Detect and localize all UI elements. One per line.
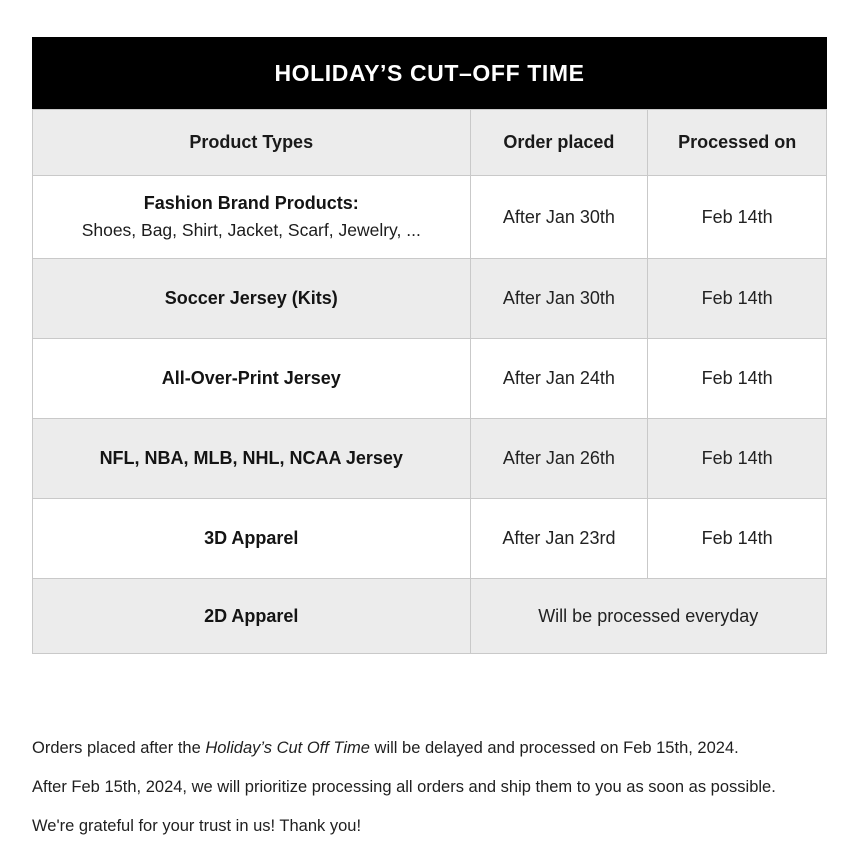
table-row: [33, 176, 827, 259]
processed-on-cell: Feb 14th: [648, 259, 827, 339]
table-row: [33, 419, 827, 499]
order-placed-cell: After Jan 30th: [470, 259, 648, 339]
column-header-order-placed: Order placed: [470, 110, 648, 176]
product-cell: 2D Apparel: [33, 579, 471, 654]
product-name: Fashion Brand Products:: [143, 193, 359, 213]
page-title: HOLIDAY’S CUT–OFF TIME: [274, 59, 585, 86]
table-row: [33, 579, 827, 654]
table-row: [33, 259, 827, 339]
product-cell: NFL, NBA, MLB, NHL, NCAA Jersey: [33, 419, 471, 499]
table-row: [33, 499, 827, 579]
column-header-processed-on: Processed on: [648, 110, 827, 176]
processed-on-cell: Feb 14th: [648, 176, 827, 259]
footer-line-1-prefix: Orders placed after the: [32, 739, 206, 757]
column-header-product-types: Product Types: [33, 110, 471, 176]
processed-on-cell: Feb 14th: [648, 499, 827, 579]
processed-on-cell: Feb 14th: [648, 419, 827, 499]
title-bar: [32, 37, 827, 109]
footer-line-1: [32, 736, 852, 761]
product-cell: 3D Apparel: [33, 499, 471, 579]
merged-processing-cell: Will be processed everyday: [470, 579, 827, 654]
order-placed-cell: After Jan 24th: [470, 339, 648, 419]
cutoff-table-container: [32, 37, 827, 654]
product-cell: [33, 176, 471, 259]
order-placed-cell: After Jan 26th: [470, 419, 648, 499]
footer-line-2: After Feb 15th, 2024, we will prioritize processing all orders and ship them to you as soon as possible.: [32, 778, 776, 796]
processed-on-cell: Feb 14th: [648, 339, 827, 419]
table-header-row: [33, 110, 827, 176]
footer-line-1-italic: Holiday’s Cut Off Time: [205, 739, 370, 757]
order-placed-cell: After Jan 30th: [470, 176, 648, 259]
product-subtext: Shoes, Bag, Shirt, Jacket, Scarf, Jewelry, ...: [81, 220, 421, 240]
footer-line-1-suffix: will be delayed and processed on Feb 15th, 2024.: [369, 739, 739, 757]
product-cell: Soccer Jersey (Kits): [33, 259, 471, 339]
table-row: [33, 339, 827, 419]
order-placed-cell: After Jan 23rd: [470, 499, 648, 579]
cutoff-table: [32, 109, 827, 654]
product-cell: All-Over-Print Jersey: [33, 339, 471, 419]
footer-notes: [32, 736, 852, 853]
footer-line-3: We're grateful for your trust in us! Thank you!: [32, 817, 362, 835]
